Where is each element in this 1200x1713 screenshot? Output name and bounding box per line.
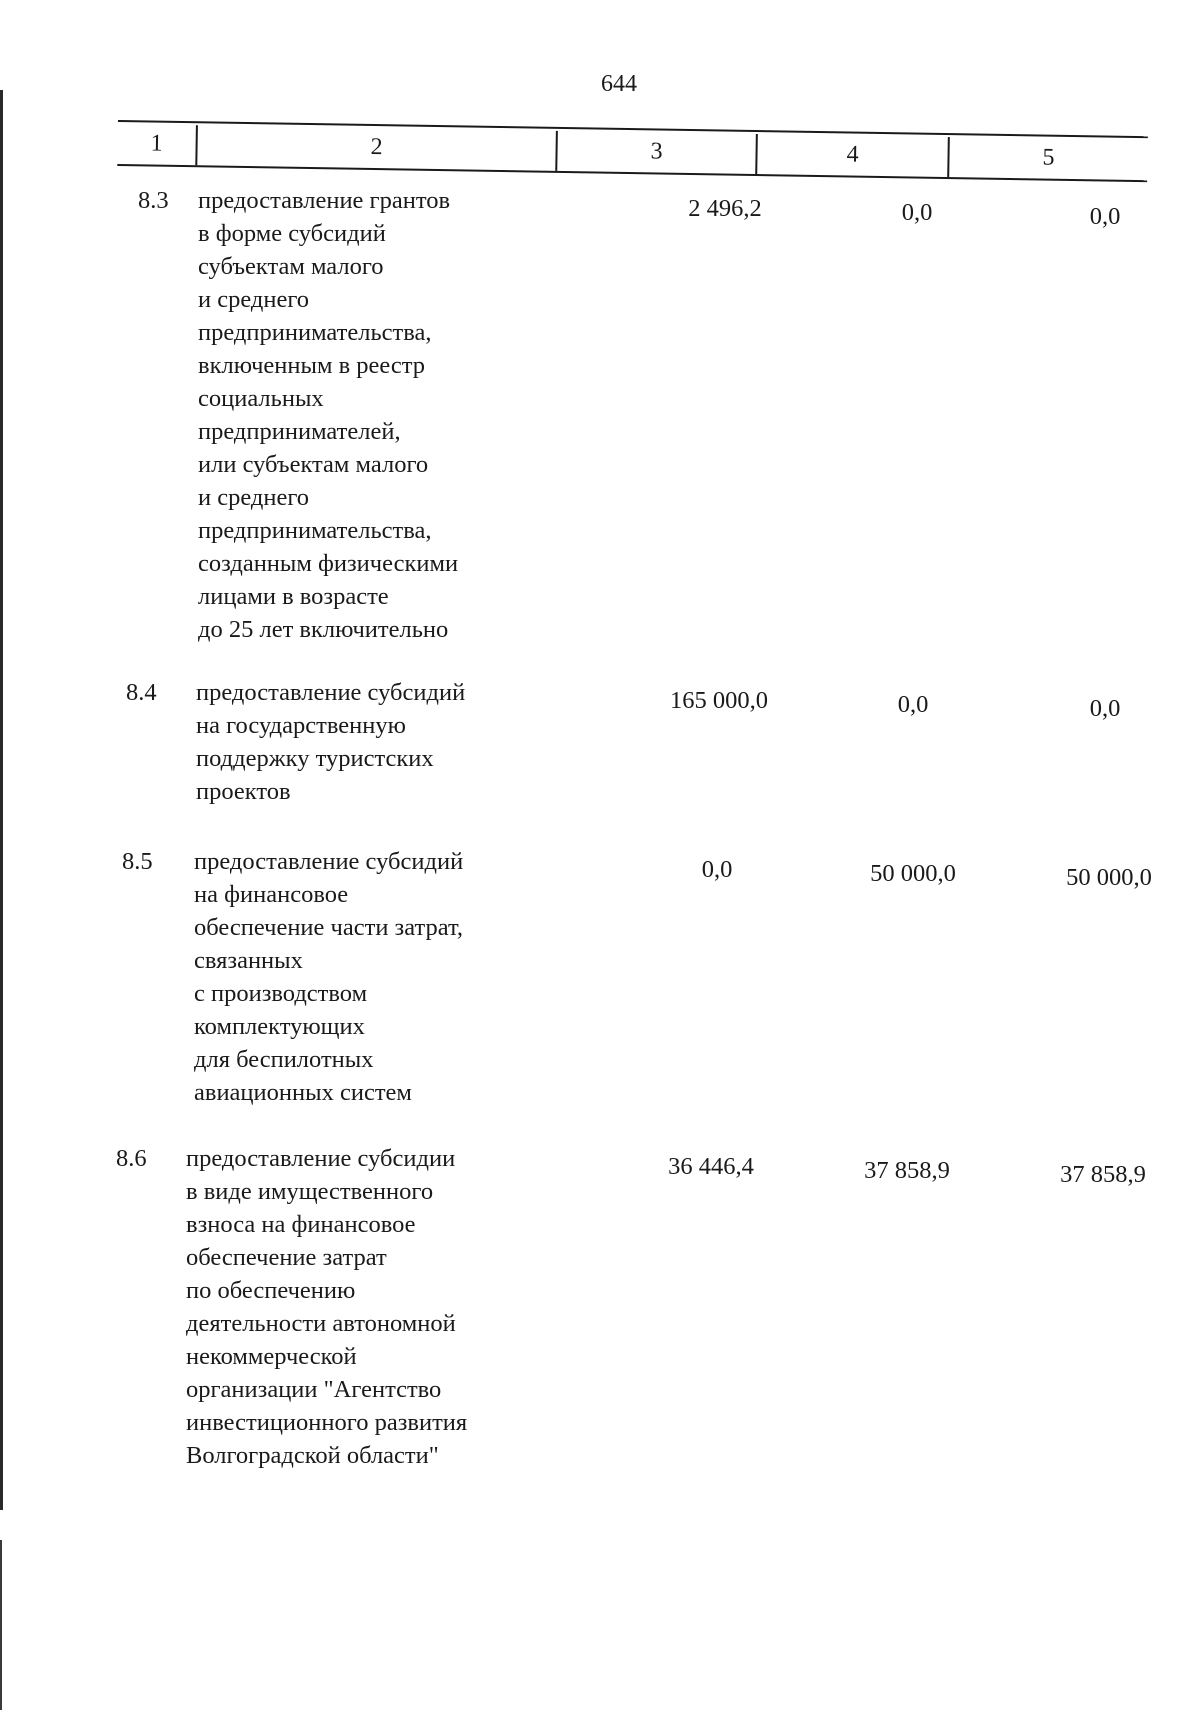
row-value-col5: 0,0 [1089, 203, 1121, 230]
scan-edge-left-lower [0, 1540, 2, 1710]
row-value-col5: 50 000,0 [1066, 864, 1152, 891]
row-number: 8.6 [116, 1145, 147, 1172]
header-col-3: 3 [650, 138, 663, 165]
row-value-col3: 2 496,2 [688, 195, 762, 222]
row-value-col4: 0,0 [901, 199, 933, 226]
header-col-1: 1 [150, 130, 163, 157]
header-col-5: 5 [1042, 144, 1055, 171]
row-value-col3: 0,0 [701, 856, 733, 883]
row-value-col5: 37 858,9 [1060, 1161, 1146, 1188]
row-value-col4: 37 858,9 [864, 1157, 950, 1184]
row-value-col4: 50 000,0 [870, 860, 956, 887]
row-value-col4: 0,0 [897, 691, 929, 718]
row-description: предоставление субсидий на финансовое обеспечение части затрат, связанных с производством комплектующих для беспилотных авиационных систем [194, 848, 464, 1106]
header-col-4: 4 [846, 141, 859, 168]
row-number: 8.5 [122, 848, 153, 875]
row-value-col5: 0,0 [1089, 695, 1121, 722]
row-description: предоставление субсидии в виде имущественного взноса на финансовое обеспечение затрат по обеспечению деятельности автономной некоммерческой организации "Агентство инвестиционного развития Волгоградской области" [186, 1145, 468, 1469]
row-description: предоставление субсидий на государственную поддержку туристских проектов [196, 679, 466, 805]
row-number: 8.3 [138, 187, 169, 214]
table-header [117, 120, 1148, 192]
header-col-2: 2 [370, 133, 383, 161]
row-number: 8.4 [126, 679, 157, 706]
row-description: предоставление грантов в форме субсидий субъектам малого и среднего предпринимательства, включенным в реестр социальных предпринимателей, или субъектам малого и среднего предпринимательства, созданным физическими лицами в возрасте до 25 лет включительно [198, 187, 459, 643]
row-value-col3: 36 446,4 [668, 1153, 754, 1180]
page-number: 644 [601, 71, 637, 97]
row-value-col3: 165 000,0 [670, 687, 768, 714]
scan-edge-left [0, 90, 3, 1510]
